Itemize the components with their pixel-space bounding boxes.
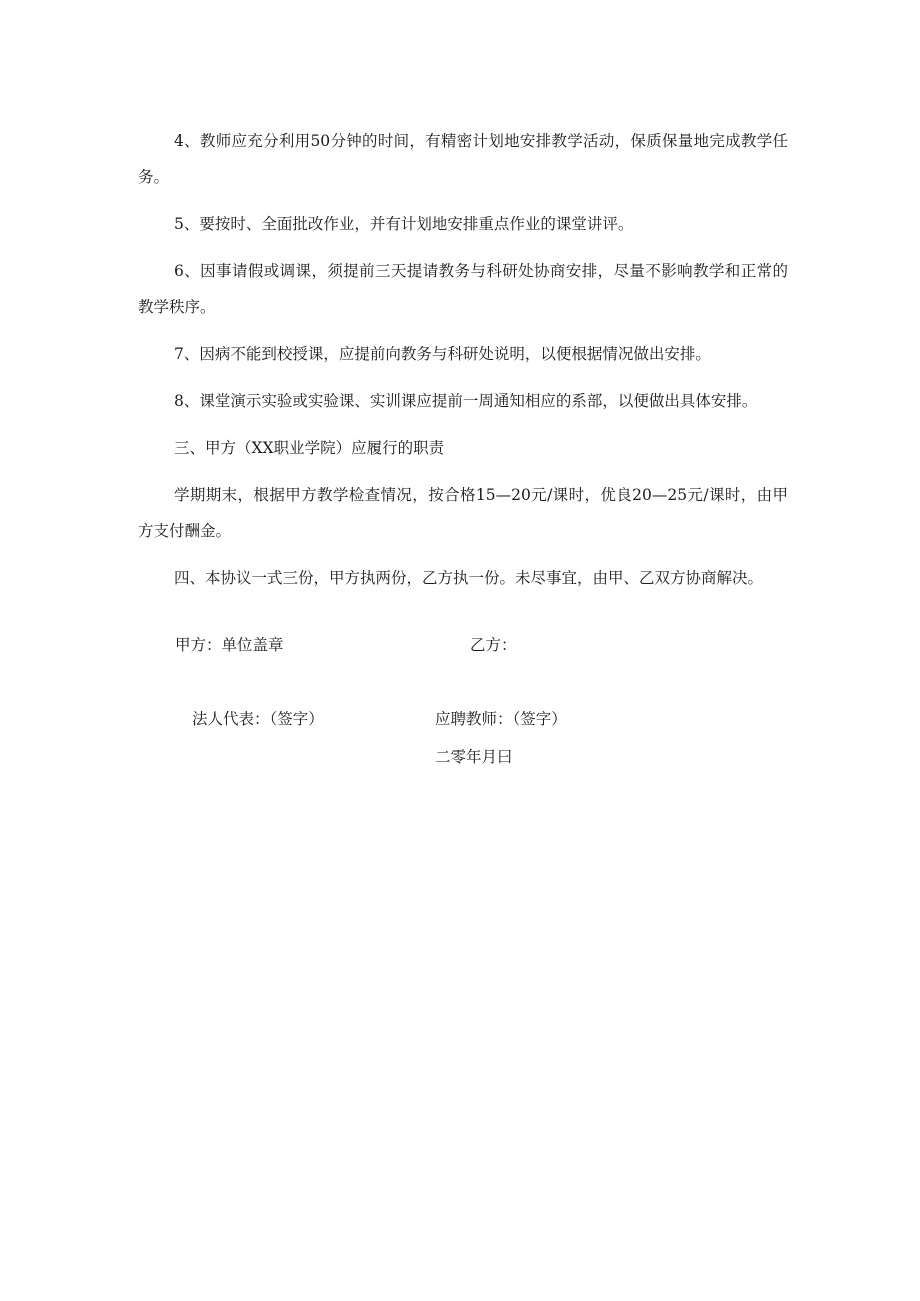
section-3-heading: 三、甲方（XX职业学院）应履行的职责 (174, 439, 445, 457)
party-b-signature: 乙方： (470, 636, 517, 654)
signature-date: 二零年月曰 (435, 748, 513, 766)
clause-4: 4、教师应充分利用50分钟的时间，有精密计划地安排教学活动，保质保量地完成教学任务。 (138, 132, 788, 186)
agreement-body (138, 123, 788, 607)
legal-representative-signature: 法人代表：（签字） (192, 710, 324, 728)
party-a-signature: 甲方：单位盖章 (175, 636, 284, 654)
teacher-signature: 应聘教师：（签字） (435, 710, 567, 728)
section-4-clause: 四、本协议一式三份，甲方执两份，乙方执一份。未尽事宜，由甲、乙双方协商解决。 (174, 569, 764, 587)
payment-clause: 学期期末，根据甲方教学检查情况，按合格15—20元/课时，优良20—25元/课时，由甲方支付酬金。 (138, 486, 788, 540)
clause-5: 5、要按时、全面批改作业，并有计划地安排重点作业的课堂讲评。 (174, 215, 634, 233)
clause-8: 8、课堂演示实验或实验课、实训课应提前一周通知相应的系部，以便做出具体安排。 (174, 392, 758, 410)
clause-6: 6、因事请假或调课，须提前三天提请教务与科研处协商安排，尽量不影响教学和正常的教学秩序。 (138, 262, 788, 316)
clause-7: 7、因病不能到校授课，应提前向教务与科研处说明，以便根据情况做出安排。 (174, 345, 711, 363)
